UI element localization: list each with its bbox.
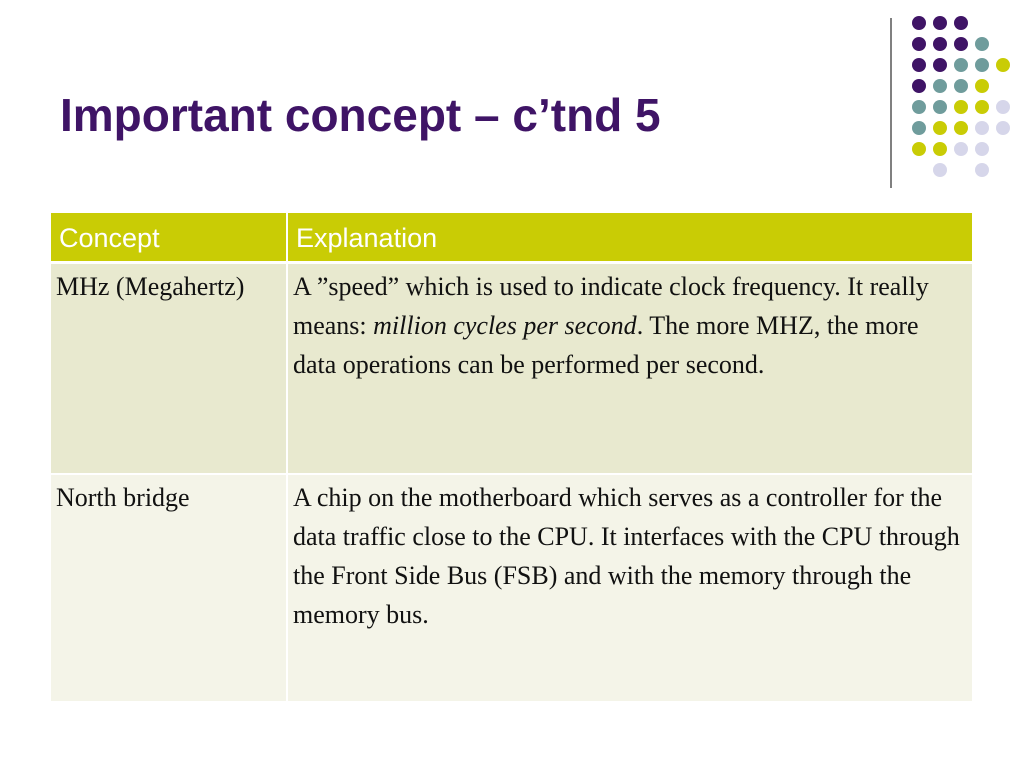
decorative-dot xyxy=(933,121,947,135)
decorative-dot xyxy=(954,79,968,93)
decorative-dot xyxy=(933,79,947,93)
table-row xyxy=(51,262,973,474)
decorative-dot xyxy=(954,58,968,72)
decorative-dot xyxy=(975,121,989,135)
decorative-dot xyxy=(954,100,968,114)
decorative-dot xyxy=(954,142,968,156)
decorative-dot xyxy=(933,16,947,30)
decorative-dot xyxy=(954,121,968,135)
decorative-dot xyxy=(996,100,1010,114)
decorative-dot xyxy=(954,37,968,51)
decorative-dot xyxy=(975,37,989,51)
explanation-text: . The more MHZ, the more data operations can be performed per second. xyxy=(293,310,919,379)
decorative-dot xyxy=(912,100,926,114)
explanation-text: A ”speed” which is used to indicate clock frequency. It really means: xyxy=(293,271,929,340)
decorative-dot xyxy=(996,58,1010,72)
decorative-dot xyxy=(933,37,947,51)
decorative-dot xyxy=(996,121,1010,135)
table-header-row xyxy=(51,213,973,262)
decorative-dot xyxy=(912,37,926,51)
decorative-dot xyxy=(912,58,926,72)
decorative-dot xyxy=(933,100,947,114)
slide-title: Important concept – c’tnd 5 xyxy=(60,89,661,141)
explanation-text: A chip on the motherboard which serves as a controller for the data traffic close to the CPU. It interfaces with the CPU through the Front Side Bus (FSB) and with the memory through the memory bus. xyxy=(293,483,960,629)
explanation-cell xyxy=(287,262,973,474)
decorative-dot xyxy=(912,16,926,30)
concept-cell: MHz (Megahertz) xyxy=(51,262,287,474)
decorative-dot xyxy=(975,142,989,156)
explanation-cell xyxy=(287,474,973,702)
decorative-dot xyxy=(954,16,968,30)
decorative-divider-line xyxy=(890,18,892,188)
decorative-dot xyxy=(975,58,989,72)
column-header-explanation: Explanation xyxy=(287,213,973,262)
decorative-dot xyxy=(933,58,947,72)
decorative-dot xyxy=(975,163,989,177)
table-row xyxy=(51,474,973,702)
decorative-dot xyxy=(912,79,926,93)
decorative-dot xyxy=(933,163,947,177)
decorative-dot xyxy=(933,142,947,156)
concept-table xyxy=(51,213,974,703)
column-header-concept: Concept xyxy=(51,213,287,262)
decorative-dot xyxy=(975,79,989,93)
decorative-dot xyxy=(975,100,989,114)
concept-cell: North bridge xyxy=(51,474,287,702)
explanation-emphasis: million cycles per second xyxy=(373,310,637,340)
decorative-dot xyxy=(912,142,926,156)
decorative-dot xyxy=(912,121,926,135)
